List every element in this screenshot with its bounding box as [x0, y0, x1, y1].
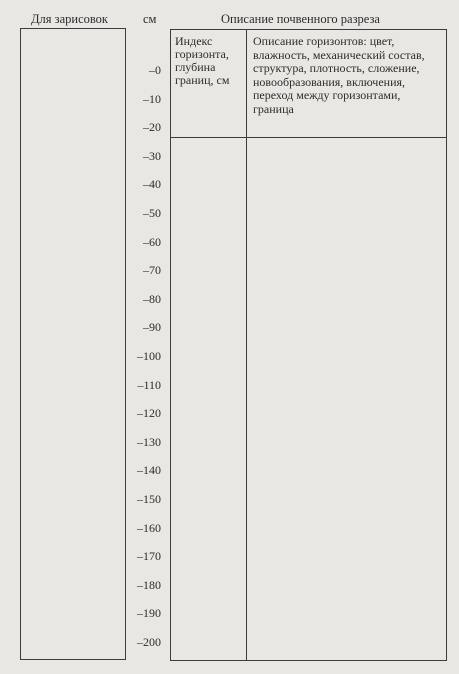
- soil-description-table: [170, 29, 447, 661]
- horizon-index-header: Индекс горизонта, глубина границ, см: [175, 34, 230, 87]
- depth-mark: –80: [143, 291, 161, 306]
- description-title: Описание почвенного разреза: [221, 12, 380, 26]
- depth-mark: –170: [137, 549, 161, 564]
- depth-mark: –110: [137, 377, 161, 392]
- depth-mark: –130: [137, 434, 161, 449]
- depth-mark: –20: [143, 120, 161, 135]
- depth-mark: –40: [143, 177, 161, 192]
- depth-mark: –180: [137, 577, 161, 592]
- depth-mark: –190: [137, 606, 161, 621]
- depth-mark: –30: [143, 148, 161, 163]
- depth-mark: –160: [137, 520, 161, 535]
- depth-mark: –200: [137, 635, 161, 649]
- header-divider: [171, 137, 446, 138]
- depth-mark: –10: [143, 91, 161, 106]
- sketch-area: [20, 28, 126, 660]
- depth-mark: –100: [137, 349, 161, 363]
- horizon-description-header: Описание горизонтов: цвет, влажность, механический состав, структура, плотность, сложение, новообразования, включения, переход между горизонтами, граница: [253, 34, 425, 116]
- column-divider: [246, 30, 247, 660]
- depth-mark: –140: [137, 463, 161, 478]
- depth-mark: –50: [143, 206, 161, 220]
- depth-mark: –0: [149, 63, 161, 77]
- depth-mark: –150: [137, 492, 161, 506]
- depth-mark: –120: [137, 406, 161, 421]
- depth-mark: –60: [143, 234, 161, 249]
- depth-mark: –70: [143, 263, 161, 278]
- unit-label: см: [143, 12, 157, 26]
- depth-mark: –90: [143, 320, 161, 335]
- sketch-header: Для зарисовок: [31, 12, 109, 26]
